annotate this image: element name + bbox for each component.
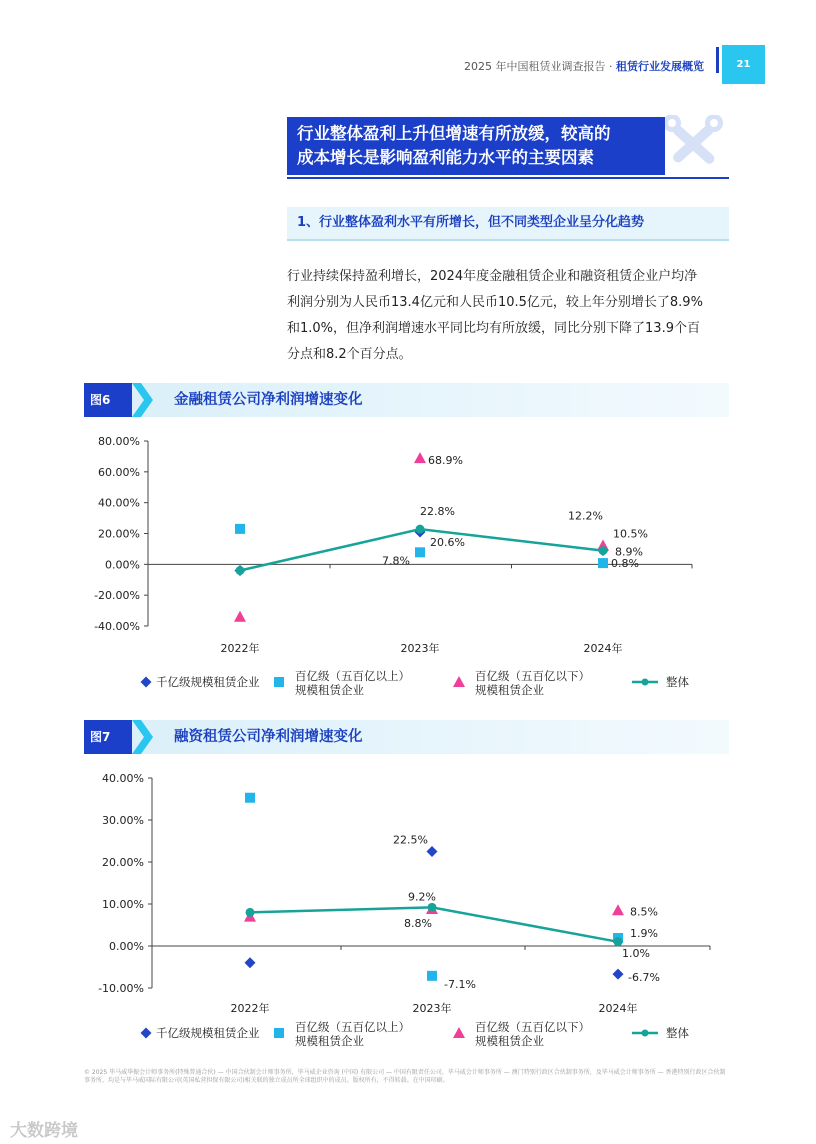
- y-tick-label: 20.00%: [102, 856, 144, 869]
- data-label: -7.1%: [444, 977, 476, 991]
- legend-label: 规模租赁企业: [295, 683, 364, 697]
- y-tick-label: -40.00%: [94, 620, 140, 633]
- chevron-right-icon: [132, 383, 158, 417]
- header-divider: [716, 47, 719, 73]
- figure-6-chart: [80, 425, 740, 710]
- body-line: 和1.0%，但净利润增速水平同比均有所放缓，同比分别下降了13.9个百: [287, 321, 700, 336]
- data-label: 22.8%: [420, 505, 455, 519]
- legend-label: 百亿级（五百亿以下）: [475, 669, 590, 683]
- legend-swatch-triangle: [453, 1027, 465, 1038]
- data-point-overall: [428, 903, 437, 912]
- data-label: 8.8%: [404, 917, 432, 931]
- figure-tag: 图7: [84, 720, 132, 754]
- y-tick-label: -20.00%: [94, 589, 140, 603]
- data-point-triangle: [414, 452, 426, 463]
- running-head-text: [464, 58, 704, 74]
- data-point-overall: [416, 525, 425, 534]
- body-line: 分点和8.2个百分点。: [287, 347, 412, 362]
- y-tick-label: 10.00%: [102, 898, 144, 911]
- x-tick-label: 2024年: [598, 1002, 638, 1015]
- x-tick-label: 2024年: [583, 642, 623, 655]
- figure-7-banner: [84, 720, 729, 754]
- chevron-right-icon: [132, 720, 158, 754]
- data-label: 8.5%: [630, 905, 658, 919]
- report-name: 2025 年中国租赁业调查报告 ·: [464, 60, 616, 73]
- data-point-overall: [236, 566, 245, 575]
- legend-swatch-diamond: [141, 1028, 152, 1039]
- legend-label: 规模租赁企业: [475, 1034, 544, 1048]
- data-point-diamond: [613, 969, 624, 980]
- legend-label: 整体: [666, 1026, 689, 1040]
- section-name: 租赁行业发展概览: [616, 60, 704, 73]
- figure-title: 融资租赁公司净利润增速变化: [174, 729, 363, 745]
- legend-label: 整体: [666, 675, 689, 689]
- data-label: 1.9%: [630, 927, 658, 941]
- y-tick-label: -10.00%: [98, 982, 144, 995]
- legend-swatch-dot: [642, 1030, 649, 1037]
- y-tick-label: 40.00%: [98, 496, 140, 510]
- data-point-square: [245, 793, 255, 803]
- x-tick-label: 2022年: [230, 1002, 270, 1015]
- body-paragraph: [287, 264, 732, 368]
- legend-swatch-square: [274, 677, 284, 687]
- data-label: -6.7%: [628, 971, 660, 985]
- x-tick-label: 2023年: [400, 642, 440, 655]
- watermark: 大数跨境: [10, 1121, 78, 1141]
- y-tick-label: 20.00%: [98, 527, 140, 541]
- y-tick-label: 0.00%: [105, 558, 140, 572]
- data-point-triangle: [234, 611, 246, 622]
- data-label: 1.0%: [622, 946, 650, 960]
- sub-heading: 1、行业整体盈利水平有所增长，但不同类型企业呈分化趋势: [287, 207, 729, 241]
- legend-swatch-triangle: [453, 676, 465, 687]
- data-point-overall: [614, 937, 623, 946]
- data-point-overall: [246, 908, 255, 917]
- data-point-square: [427, 971, 437, 981]
- y-tick-label: 0.00%: [109, 940, 144, 953]
- y-tick-label: 30.00%: [102, 814, 144, 827]
- data-label: 7.8%: [382, 554, 410, 568]
- data-label: 0.8%: [611, 557, 639, 571]
- data-label: 20.6%: [430, 536, 465, 550]
- legend-swatch-dot: [642, 679, 649, 686]
- body-line: 行业持续保持盈利增长，2024年度金融租赁企业和融资租赁企业户均净: [287, 269, 698, 284]
- title-underline: [287, 177, 729, 179]
- data-point-square: [598, 558, 608, 568]
- legend-swatch-square: [274, 1028, 284, 1038]
- running-head: [0, 0, 816, 90]
- data-point-square: [415, 547, 425, 557]
- data-label: 22.5%: [393, 833, 428, 847]
- figure-6-banner: [84, 383, 729, 417]
- copyright-footer: © 2025 毕马威华振会计师事务所(特殊普通合伙) — 中国合伙制会计师事务所，毕马威企业咨询 (中国) 有限公司 — 中国有限责任公司，毕马威会计师事务所 — 澳门特别行政区合伙制事务所，及毕马威会计师事务所 — 香港特别行政区合伙制事务所，均是与毕马威国际有限公司(英国私营担保有限公司)相关联的独立成员所全球组织中的成员。版权所有，不得转载。在中国印刷。: [84, 1069, 726, 1084]
- section-title: [287, 117, 665, 175]
- figure-7-chart: [80, 762, 740, 1057]
- body-line: 利润分别为人民币13.4亿元和人民币10.5亿元，较上年分别增长了8.9%: [287, 295, 703, 310]
- legend-label: 规模租赁企业: [295, 1034, 364, 1048]
- data-point-diamond: [245, 957, 256, 968]
- y-tick-label: 40.00%: [102, 772, 144, 785]
- data-label: 12.2%: [568, 509, 603, 523]
- data-point-diamond: [427, 846, 438, 857]
- legend-swatch-diamond: [141, 677, 152, 688]
- legend-label: 千亿级规模租赁企业: [156, 1026, 260, 1040]
- x-tick-label: 2023年: [412, 1002, 452, 1015]
- legend-label: 百亿级（五百亿以下）: [475, 1020, 590, 1034]
- y-tick-label: 60.00%: [98, 465, 140, 479]
- page-number: 21: [722, 45, 765, 84]
- x-tick-label: 2022年: [220, 642, 260, 655]
- data-point-overall: [599, 546, 608, 555]
- section-title-line: 行业整体盈利上升但增速有所放缓，较高的: [297, 124, 611, 143]
- legend-label: 百亿级（五百亿以上）: [295, 669, 410, 683]
- tools-icon: [660, 115, 726, 175]
- legend-label: 千亿级规模租赁企业: [156, 675, 260, 689]
- y-tick-label: 80.00%: [98, 435, 140, 448]
- figure-tag: 图6: [84, 383, 132, 417]
- legend-label: 规模租赁企业: [475, 683, 544, 697]
- legend-label: 百亿级（五百亿以上）: [295, 1020, 410, 1034]
- data-point-triangle: [612, 904, 624, 915]
- data-label: 9.2%: [408, 890, 436, 904]
- data-label: 68.9%: [428, 454, 463, 468]
- data-label: 10.5%: [613, 527, 648, 541]
- data-point-square: [235, 524, 245, 534]
- figure-title: 金融租赁公司净利润增速变化: [174, 392, 363, 408]
- section-title-line: 成本增长是影响盈利能力水平的主要因素: [297, 148, 594, 167]
- data-label: 8.9%: [615, 545, 643, 559]
